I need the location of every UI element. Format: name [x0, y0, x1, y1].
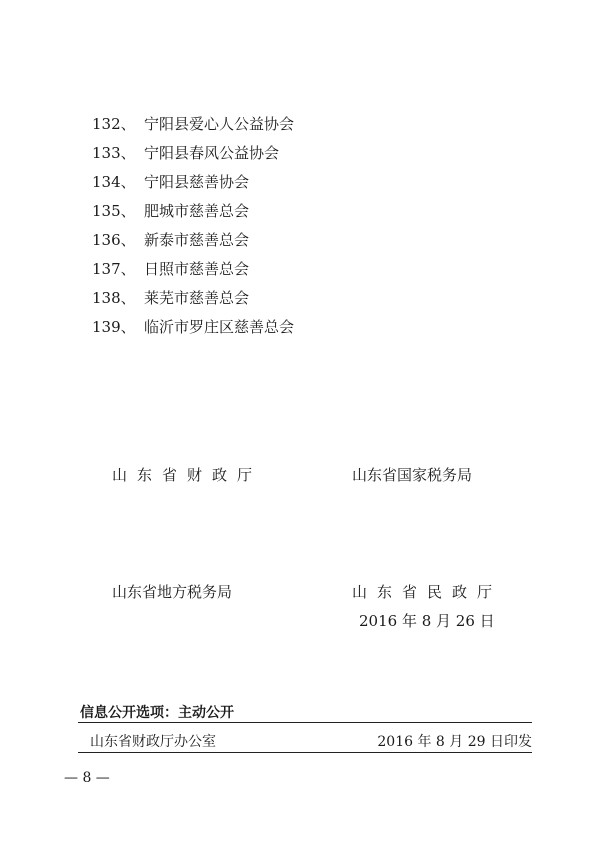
- list-item: 133、 宁阳县春风公益协会: [92, 144, 280, 162]
- list-item: 134、 宁阳县慈善协会: [92, 173, 250, 191]
- print-date: 2016 年 8 月 29 日印发: [377, 734, 532, 750]
- signature-national-tax-bureau: 山东省国家税务局: [352, 466, 473, 484]
- issuing-office: 山东省财政厅办公室: [90, 734, 216, 750]
- list-item: 137、 日照市慈善总会: [92, 260, 250, 278]
- page-number: — 8 —: [64, 770, 110, 786]
- list-item: 136、 新泰市慈善总会: [92, 231, 250, 249]
- list-item: 139、 临沂市罗庄区慈善总会: [92, 318, 295, 336]
- footer-divider-top: [78, 722, 532, 723]
- disclosure-option: 信息公开选项：主动公开: [80, 705, 234, 721]
- signature-civil-affairs-dept: 山东省民政厅: [352, 583, 503, 601]
- list-item: 132、 宁阳县爱心人公益协会: [92, 115, 295, 133]
- list-item: 135、 肥城市慈善总会: [92, 202, 250, 220]
- signature-finance-dept: 山东省财政厅: [112, 466, 263, 484]
- signature-local-tax-bureau: 山东省地方税务局: [112, 583, 233, 601]
- issue-date: 2016 年 8 月 26 日: [359, 612, 495, 630]
- list-item: 138、 莱芜市慈善总会: [92, 289, 250, 307]
- footer-divider-bottom: [78, 752, 532, 753]
